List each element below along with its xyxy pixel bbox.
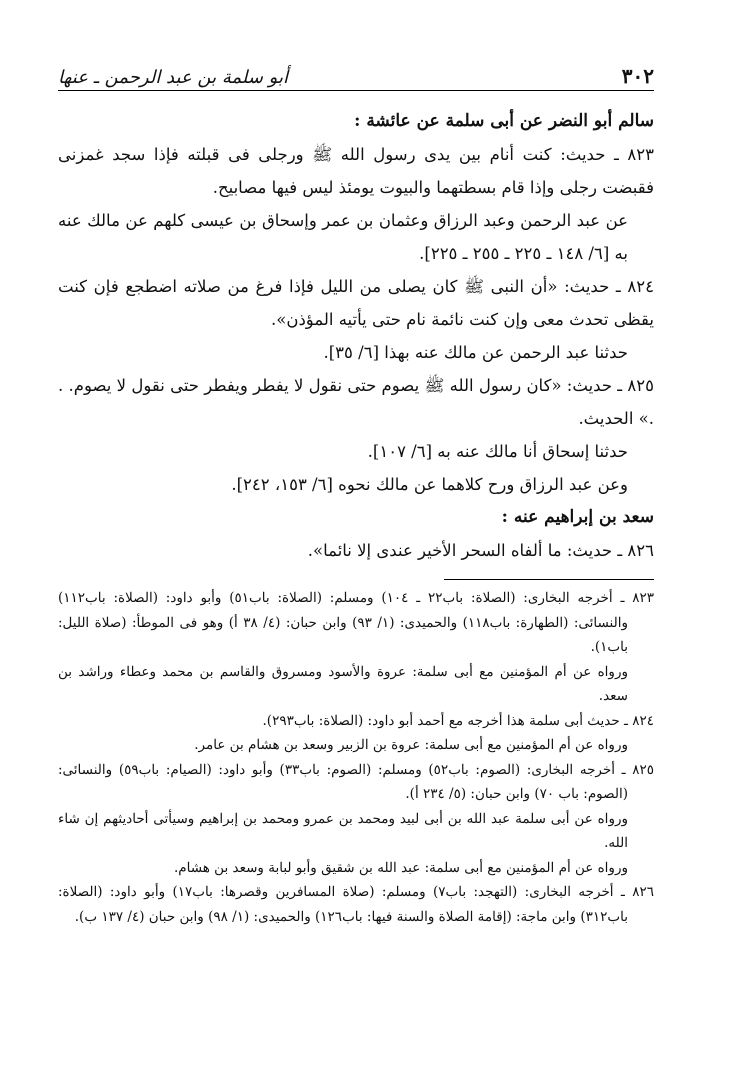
hadith-826: ٨٢٦ ـ حديث: ما ألفاه السحر الأخير عندى إلا نائما». [307,541,654,560]
footnote-824-narrators: ورواه عن أم المؤمنين مع أبى سلمة: عروة بن الزبير وسعد بن هشام بن عامر. [194,737,628,753]
footnote-826: ٨٢٦ ـ أخرجه البخارى: (التهجد: باب٧) ومسلم: (صلاة المسافرين وقصرها: باب١٧) وأبو داود: (الصلاة: باب٣١٢) وابن ماجة: (إقامة الصلاة والسنة فيها: باب١٢٦) والحميدى: (١/ ٩٨) وابن حبان (٤/ ١٣٧ ب). [58,884,654,925]
section-heading: سعد بن إبراهيم عنه : [501,507,654,527]
footnote-823: ٨٢٣ ـ أخرجه البخارى: (الصلاة: باب٢٢ ـ ١٠٤) ومسلم: (الصلاة: باب٥١) وأبو داود: (الصلاة: باب١١٢) والنسائى: (الطهارة: باب١١٨) والحميدى: (١/ ٩٣) وابن حبان: (٤/ ٣٨ أ) وهو فى الموطأ: (صلاة الليل: باب١). [58,590,654,655]
main-text [58,105,654,567]
chain-825-a: حدثنا إسحاق أنا مالك عنه به [٦/ ١٠٧]. [367,442,628,461]
footnote-825-narrators-b: ورواه عن أم المؤمنين مع أبى سلمة: عبد الله بن شقيق وأبو لبابة وسعد بن هشام. [173,859,628,876]
footnote-825: ٨٢٥ ـ أخرجه البخارى: (الصوم: باب٥٢) ومسلم: (الصوم: باب٣٣) وأبو داود: (الصيام: باب٥٩) والنسائى: (الصوم: باب ٧٠) وابن حبان: (٥/ ٢٣٤ أ). [58,761,654,802]
hadith-825: ٨٢٥ ـ حديث: «كان رسول الله ﷺ يصوم حتى نقول لا يفطر ويفطر حتى نقول لا يصوم. . .» الحديث. [58,376,654,428]
footnotes [58,586,654,929]
hadith-824: ٨٢٤ ـ حديث: «أن النبى ﷺ كان يصلى من الليل فإذا فرغ من صلاته اضطجع فإن كنت يقظى تحدث معى وإن كنت نائمة نام حتى يأتيه المؤذن». [58,277,654,329]
footnote-divider [444,579,654,580]
footnote-823-narrators: ورواه عن أم المؤمنين مع أبى سلمة: عروة والأسود ومسروق والقاسم بن محمد وعطاء وراشد بن سعد. [58,663,628,704]
footnote-824: ٨٢٤ ـ حديث أبى سلمة هذا أخرجه مع أحمد أبو داود: (الصلاة: باب٢٩٣). [262,712,654,729]
page-number: ٣٠٢ [621,64,654,88]
footnote-825-narrators-a: ورواه عن أبى سلمة عبد الله بن أبى لبيد ومحمد بن عمرو ومحمد بن إبراهيم وسيأتى أحاديثهم إن شاء الله. [58,810,628,851]
page-header [58,56,654,91]
hadith-823: ٨٢٣ ـ حديث: كنت أنام بين يدى رسول الله ﷺ ورجلى فى قبلته فإذا سجد غمزنى فقبضت رجلى وإذا قام بسطتهما والبيوت يومئذ ليس فيها مصابيح. [58,145,654,197]
chain-824: حدثنا عبد الرحمن عن مالك عنه بهذا [٦/ ٣٥]. [323,343,628,362]
book-page [58,56,654,929]
chain-823: عن عبد الرحمن وعبد الرزاق وعثمان بن عمر وإسحاق بن عيسى كلهم عن مالك عنه به [٦/ ١٤٨ ـ ٢٢٥ ـ ٢٥٥ ـ ٢٢٥]. [58,211,628,263]
section-heading: سالم أبو النضر عن أبى سلمة عن عائشة : [354,111,654,131]
chain-825-b: وعن عبد الرزاق ورح كلاهما عن مالك نحوه [٦/ ١٥٣، ٢٤٢]. [231,475,628,494]
running-title: أبو سلمة بن عبد الرحمن ـ عنها [58,67,288,88]
